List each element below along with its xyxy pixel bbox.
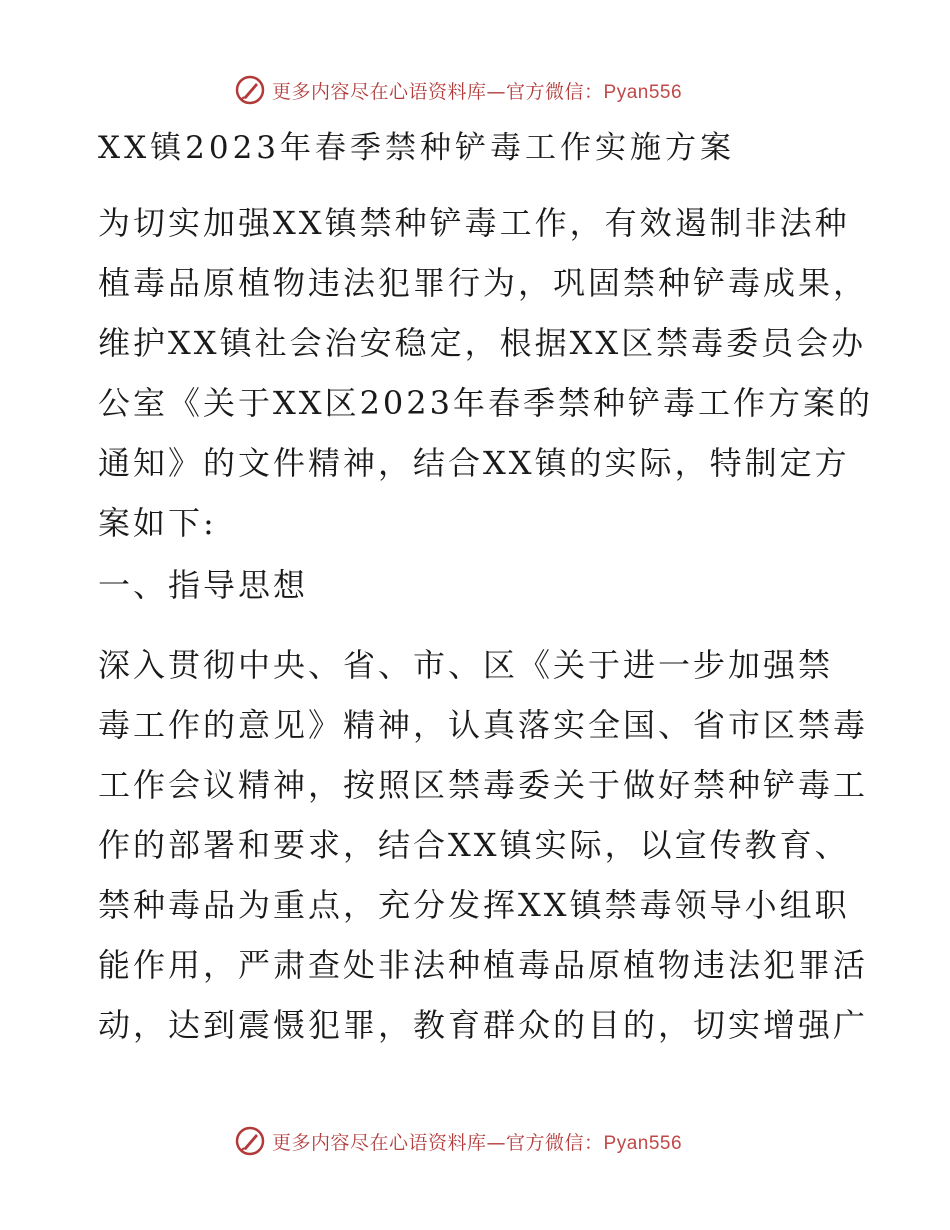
text-line: 动，达到震慑犯罪，教育群众的目的，切实增强广 bbox=[98, 1006, 869, 1044]
text-line: 维护XX镇社会治安稳定，根据XX区禁毒委员会办 bbox=[98, 324, 867, 362]
text-line: 通知》的文件精神，结合XX镇的实际，特制定方 bbox=[98, 444, 850, 482]
quill-logo-icon bbox=[234, 1125, 266, 1157]
text-line: 能作用，严肃查处非法种植毒品原植物违法犯罪活 bbox=[98, 946, 869, 984]
text-line: 作的部署和要求，结合XX镇实际，以宣传教育、 bbox=[98, 826, 850, 864]
text-line: 案如下: bbox=[98, 504, 217, 542]
section-heading: 一、指导思想 bbox=[98, 566, 309, 604]
watermark-handle: Pyan556 bbox=[603, 1132, 683, 1154]
text-line: 公室《关于XX区2023年春季禁种铲毒工作方案的 bbox=[98, 384, 874, 422]
watermark-handle: Pyan556 bbox=[603, 81, 683, 103]
watermark-text: 更多内容尽在心语资料库—官方微信：Pyan556 bbox=[272, 1131, 683, 1154]
text-line: 毒工作的意见》精神，认真落实全国、省市区禁毒 bbox=[98, 706, 869, 744]
text-line: 植毒品原植物违法犯罪行为，巩固禁种铲毒成果， bbox=[98, 264, 869, 302]
text-line: 为切实加强XX镇禁种铲毒工作，有效遏制非法种 bbox=[98, 204, 850, 242]
header-watermark bbox=[234, 72, 682, 108]
watermark-text: 更多内容尽在心语资料库—官方微信：Pyan556 bbox=[272, 80, 683, 103]
text-line: 禁种毒品为重点，充分发挥XX镇禁毒领导小组职 bbox=[98, 886, 850, 924]
text-line: 深入贯彻中央、省、市、区《关于进一步加强禁 bbox=[98, 646, 834, 684]
document-title: XX镇2023年春季禁种铲毒工作实施方案 bbox=[98, 130, 736, 166]
text-line: 工作会议精神，按照区禁毒委关于做好禁种铲毒工 bbox=[98, 766, 869, 804]
footer-watermark bbox=[234, 1123, 682, 1159]
quill-logo-icon bbox=[234, 74, 266, 106]
